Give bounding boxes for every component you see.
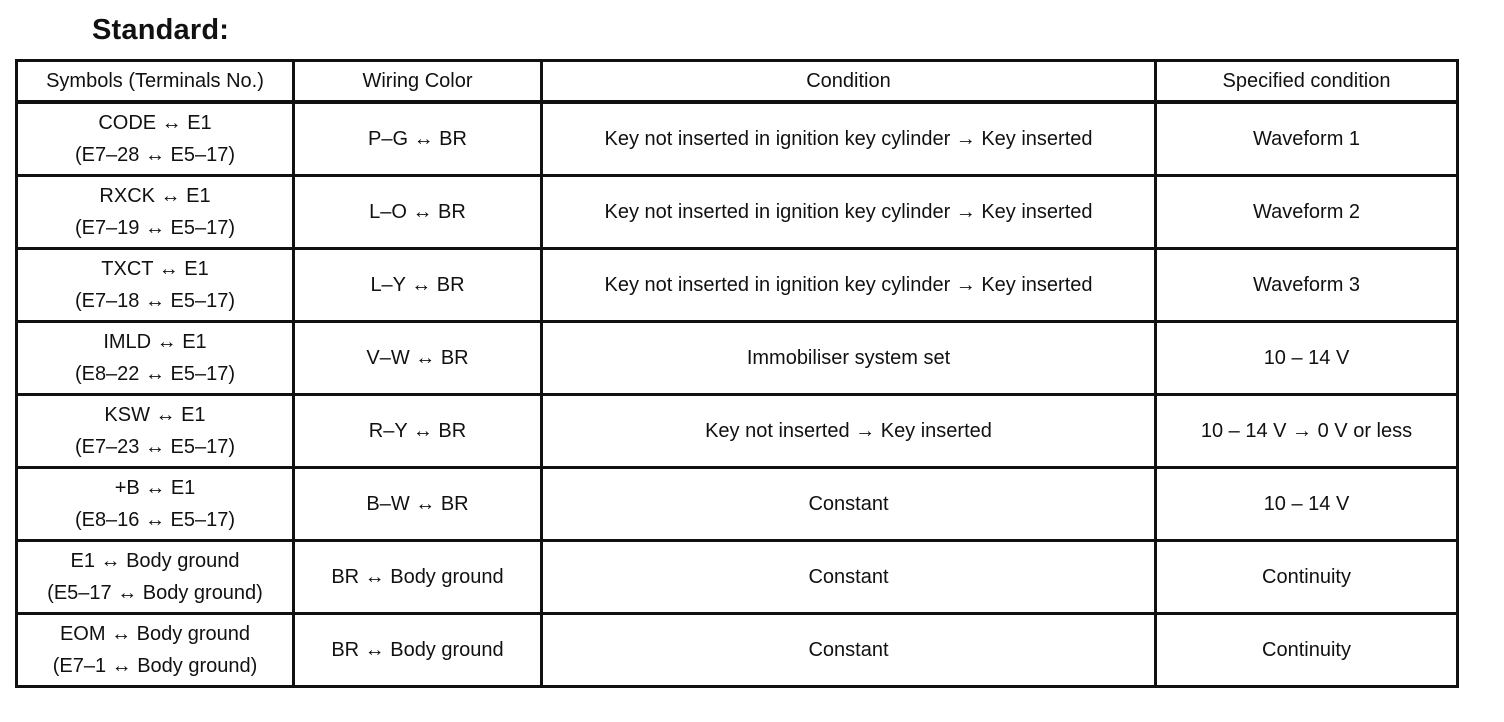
wiring-cell: R–Y ↔ BR bbox=[294, 395, 542, 468]
wiring-cell: V–W ↔ BR bbox=[294, 322, 542, 395]
symbol-cell bbox=[17, 176, 294, 249]
symbol-text: KSW ↔ E1 bbox=[104, 404, 206, 426]
table-row bbox=[17, 176, 1458, 249]
specified-cell: Continuity bbox=[1156, 541, 1458, 614]
table-body bbox=[17, 102, 1458, 687]
symbol-cell bbox=[17, 468, 294, 541]
table-row bbox=[17, 614, 1458, 687]
table-row bbox=[17, 249, 1458, 322]
wiring-cell: BR ↔ Body ground bbox=[294, 541, 542, 614]
header-specified-condition: Specified condition bbox=[1156, 61, 1458, 103]
table-row bbox=[17, 468, 1458, 541]
terminal-text: (E7–28 ↔ E5–17) bbox=[74, 144, 236, 166]
specified-cell: Waveform 3 bbox=[1156, 249, 1458, 322]
condition-cell: Key not inserted → Key inserted bbox=[542, 395, 1156, 468]
symbol-cell bbox=[17, 541, 294, 614]
condition-cell: Immobiliser system set bbox=[542, 322, 1156, 395]
symbol-text: IMLD ↔ E1 bbox=[103, 331, 207, 353]
spec-table bbox=[15, 59, 1459, 688]
terminal-text: (E7–18 ↔ E5–17) bbox=[74, 290, 236, 312]
terminal-text: (E5–17 ↔ Body ground) bbox=[47, 582, 263, 604]
wiring-cell: L–O ↔ BR bbox=[294, 176, 542, 249]
symbol-text: EOM ↔ Body ground bbox=[59, 623, 251, 645]
header-condition: Condition bbox=[542, 61, 1156, 103]
specified-cell: Continuity bbox=[1156, 614, 1458, 687]
wiring-cell: P–G ↔ BR bbox=[294, 102, 542, 176]
page-title: Standard: bbox=[92, 14, 230, 46]
specified-cell: 10 – 14 V bbox=[1156, 322, 1458, 395]
symbol-text: +B ↔ E1 bbox=[114, 477, 196, 499]
symbol-text: CODE ↔ E1 bbox=[98, 112, 212, 134]
wiring-cell: L–Y ↔ BR bbox=[294, 249, 542, 322]
condition-cell: Key not inserted in ignition key cylinder → Key inserted bbox=[542, 102, 1156, 176]
symbol-cell bbox=[17, 322, 294, 395]
terminal-text: (E7–19 ↔ E5–17) bbox=[74, 217, 236, 239]
symbol-cell bbox=[17, 102, 294, 176]
header-row bbox=[17, 61, 1458, 103]
table-row bbox=[17, 102, 1458, 176]
terminal-text: (E8–22 ↔ E5–17) bbox=[74, 363, 236, 385]
condition-cell: Key not inserted in ignition key cylinder → Key inserted bbox=[542, 176, 1156, 249]
header-symbols: Symbols (Terminals No.) bbox=[17, 61, 294, 103]
condition-cell: Constant bbox=[542, 541, 1156, 614]
symbol-cell bbox=[17, 249, 294, 322]
table-row bbox=[17, 395, 1458, 468]
specified-cell: Waveform 2 bbox=[1156, 176, 1458, 249]
table-row bbox=[17, 322, 1458, 395]
wiring-cell: B–W ↔ BR bbox=[294, 468, 542, 541]
specified-cell: 10 – 14 V → 0 V or less bbox=[1156, 395, 1458, 468]
symbol-text: TXCT ↔ E1 bbox=[101, 258, 209, 280]
wiring-cell: BR ↔ Body ground bbox=[294, 614, 542, 687]
specified-cell: Waveform 1 bbox=[1156, 102, 1458, 176]
table-row bbox=[17, 541, 1458, 614]
terminal-text: (E8–16 ↔ E5–17) bbox=[74, 509, 236, 531]
symbol-cell bbox=[17, 395, 294, 468]
header-wiring-color: Wiring Color bbox=[294, 61, 542, 103]
symbol-text: E1 ↔ Body ground bbox=[70, 550, 240, 572]
specified-cell: 10 – 14 V bbox=[1156, 468, 1458, 541]
table-header bbox=[17, 61, 1458, 103]
condition-cell: Constant bbox=[542, 468, 1156, 541]
terminal-text: (E7–23 ↔ E5–17) bbox=[74, 436, 236, 458]
symbol-cell bbox=[17, 614, 294, 687]
condition-cell: Constant bbox=[542, 614, 1156, 687]
terminal-text: (E7–1 ↔ Body ground) bbox=[52, 655, 258, 677]
condition-cell: Key not inserted in ignition key cylinder → Key inserted bbox=[542, 249, 1156, 322]
symbol-text: RXCK ↔ E1 bbox=[99, 185, 211, 207]
